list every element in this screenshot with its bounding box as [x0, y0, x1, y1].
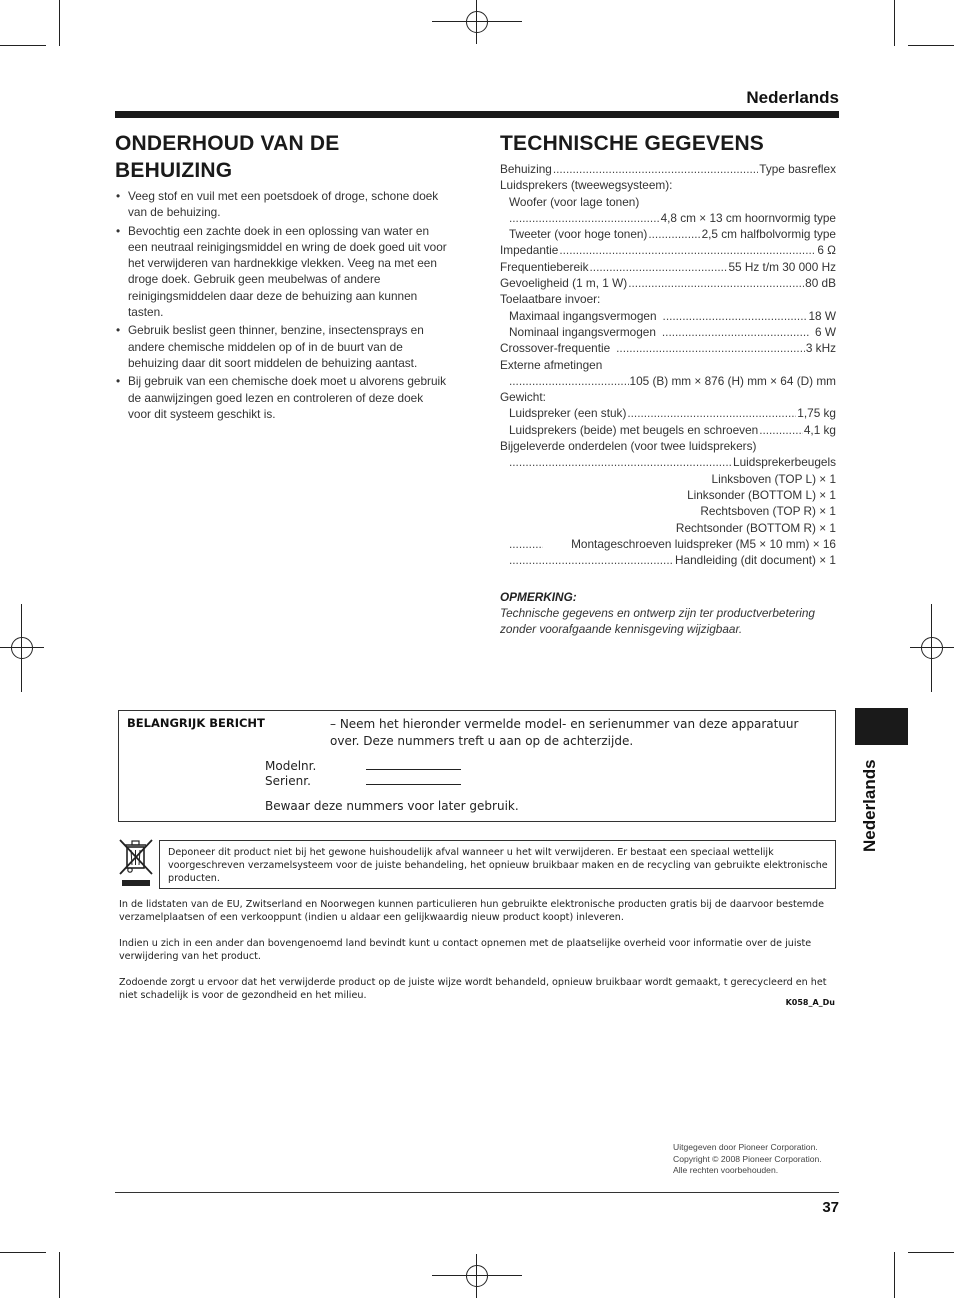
crop-mark: [432, 21, 522, 22]
spec-row: Luidspreker (een stuk) ..... 1,75 kg: [500, 405, 836, 421]
copyright-block: [673, 1142, 843, 1177]
care-bullet: • Bevochtig een zachte doek in een oplossing van water en een neutraal reinigingsmiddel en wring de doek goed uit voor het verwijderen van hardnekkige vlekken. Veeg na met een droge doek. Gebruik geen meubelwas of andere reinigingsmiddelen daar deze de behuizing aan kunnen tasten.: [115, 223, 447, 321]
page-number: 37: [822, 1199, 839, 1216]
side-tab-marker: [855, 708, 908, 745]
important-notice-box: [118, 710, 836, 822]
care-bullet: • Veeg stof en vuil met een poetsdoek of droge, schone doek van de behuizing.: [115, 188, 447, 221]
publisher-line: Uitgegeven door Pioneer Corporation.: [673, 1142, 818, 1152]
copyright-line: Copyright © 2008 Pioneer Corporation.: [673, 1153, 822, 1164]
note-text: Technische gegevens en ontwerp zijn ter productverbetering zonder voorafgaande kennisgeving wijzigbaar.: [500, 606, 815, 637]
spec-row: Impedantie ..... 6 Ω: [500, 242, 836, 258]
crop-mark: [894, 1252, 895, 1298]
disposal-paragraph: Zodoende zorgt u ervoor dat het verwijderde product op de juiste wijze wordt behandeld, opnieuw bruikbaar wordt gemaakt, t gerecycleerd en het niet schadelijk is voor de gezondheid en het milieu.: [119, 977, 827, 1001]
spec-row: Frequentiebereik ..... 55 Hz t/m 30 000 Hz: [500, 259, 836, 275]
footer-rule: [115, 1192, 839, 1193]
document-code: K058_A_Du: [785, 998, 835, 1007]
model-number-field[interactable]: [366, 769, 461, 770]
spec-heading: Gewicht:: [500, 390, 546, 405]
care-title: ONDERHOUD VAN DE BEHUIZING: [115, 132, 340, 182]
header-rule: [115, 111, 839, 118]
crop-mark: [0, 1252, 46, 1253]
registration-mark-icon: [0, 626, 44, 670]
spec-row: Maximaal ingangsvermogen ..... 18 W: [500, 308, 836, 324]
serial-number-label: Serienr.: [265, 774, 311, 788]
crop-mark: [894, 0, 895, 46]
care-bullet: • Gebruik beslist geen thinner, benzine, insectensprays en andere chemische middelen op of in de buurt van de behuizing daar dit soort middelen de behuizing aantast.: [115, 322, 447, 371]
spec-heading: Bijgeleverde onderdelen (voor twee luidsprekers): [500, 439, 757, 454]
registration-mark-icon: [455, 1254, 499, 1298]
model-number-label: Modelnr.: [265, 759, 317, 773]
spec-row: Nominaal ingangsvermogen ..... 6 W: [500, 324, 836, 340]
crop-mark: [21, 604, 22, 692]
crop-mark: [0, 45, 46, 46]
crop-mark: [931, 604, 932, 692]
spec-row: ..... 105 (B) mm × 876 (H) mm × 64 (D) mm: [500, 373, 836, 389]
spec-row: Linksboven (TOP L) × 1: [711, 471, 836, 486]
registration-mark-icon: [910, 626, 954, 670]
side-language-label: Nederlands: [860, 759, 879, 852]
crop-mark: [908, 45, 954, 46]
spec-row: Crossover-frequentie ..... 3 kHz: [500, 340, 836, 356]
spec-row: Linksonder (BOTTOM L) × 1: [687, 487, 836, 502]
spec-heading: Luidsprekers (tweewegsysteem):: [500, 178, 673, 193]
spec-row: ..... Montageschroeven luidspreker (M5 × 10 mm) × 16: [500, 536, 836, 552]
crop-mark: [59, 1252, 60, 1298]
notice-message: – Neem het hieronder vermelde model- en serienummer van deze apparatuur over. Deze nummers treft u aan op de achterzijde.: [330, 717, 799, 748]
disposal-box-text: Deponeer dit product niet bij het gewone huishoudelijk afval wanneer u het wilt verwijderen. Er bestaat een speciaal wettelijk voorgeschreven verzamelsysteem voor de juiste behandeling, het opnieuw bruikbaar maken en de recycling van gebruikte elektronische producten.: [168, 847, 828, 884]
crop-mark: [59, 0, 60, 46]
care-bullet: • Bij gebruik van een chemische doek moet u alvorens gebruik de aanwijzingen goed lezen en controleren of deze doek voor dit systeem geschikt is.: [115, 373, 447, 422]
spec-row: Luidsprekers (beide) met beugels en schroeven ..... 4,1 kg: [500, 422, 836, 438]
disposal-box: [159, 840, 836, 889]
spec-row: Rechtsboven (TOP R) × 1: [700, 504, 836, 519]
serial-number-field[interactable]: [366, 784, 461, 785]
registration-mark-icon: [455, 0, 499, 44]
disposal-paragraph: Indien u zich in een ander dan bovengenoemd land bevindt kunt u contact opnemen met de plaatselijke overheid voor informatie over de juiste verwijdering van het product.: [119, 938, 812, 962]
spec-row: Behuizing ..... Type basreflex: [500, 161, 836, 177]
header-language: Nederlands: [746, 88, 839, 107]
spec-row: Tweeter (voor hoge tonen) ..... 2,5 cm halfbolvormig type: [500, 226, 836, 242]
spec-row: ..... Luidsprekerbeugels: [500, 454, 836, 470]
spec-heading: Toelaatbare invoer:: [500, 292, 601, 307]
spec-row: Rechtsonder (BOTTOM R) × 1: [675, 520, 836, 535]
note-heading: OPMERKING:: [500, 590, 577, 604]
spec-row: Woofer (voor lage tonen): [509, 194, 640, 209]
specs-list: [500, 161, 836, 568]
care-bullet-list: [115, 188, 447, 424]
spec-heading: Externe afmetingen: [500, 357, 603, 372]
crop-mark: [432, 1275, 522, 1276]
rights-line: Alle rechten voorbehouden.: [673, 1165, 779, 1176]
notice-keep-text: Bewaar deze nummers voor later gebruik.: [265, 799, 519, 813]
spec-row: ..... Handleiding (dit document) × 1: [500, 552, 836, 568]
spec-row: Gevoeligheid (1 m, 1 W) ..... 80 dB: [500, 275, 836, 291]
crop-mark: [908, 1252, 954, 1253]
disposal-paragraph: In de lidstaten van de EU, Zwitserland en Noorwegen kunnen particulieren hun gebruikte elektronische producten gratis bij de daarvoor bestemde verzamelplaatsen of een verkooppunt (indien u aldaar een gelijkwaardig nieuw product koopt) inleveren.: [119, 899, 825, 923]
spec-row: ..... 4,8 cm × 13 cm hoornvormig type: [500, 210, 836, 226]
crossed-out-wheelie-bin-icon: [118, 838, 154, 890]
specs-title: TECHNISCHE GEGEVENS: [500, 132, 765, 155]
notice-title: BELANGRIJK BERICHT: [127, 716, 265, 730]
